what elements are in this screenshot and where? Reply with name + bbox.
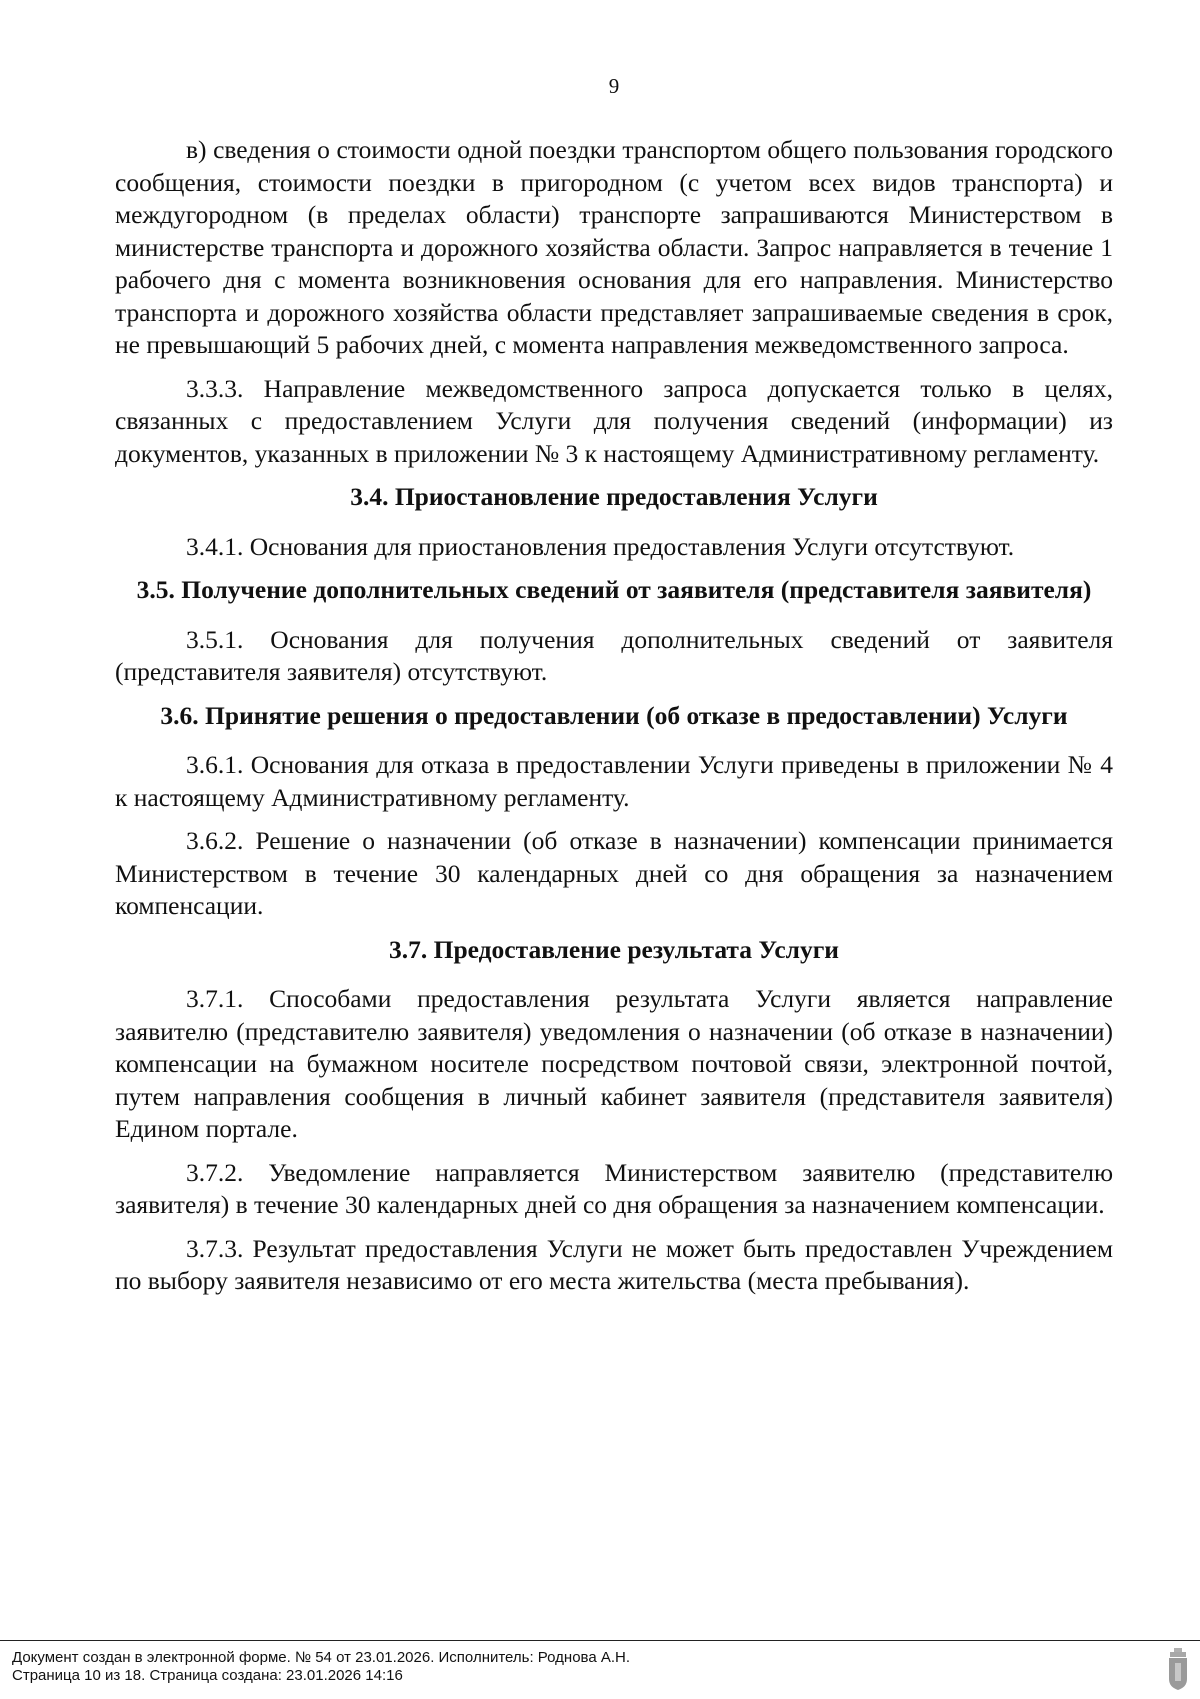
footer-text bbox=[12, 1649, 630, 1685]
document-footer bbox=[0, 1640, 1200, 1699]
heading-3-6: 3.6. Принятие решения о предоставлении (об отказе в предоставлении) Услуги bbox=[160, 700, 1068, 730]
document-body bbox=[115, 134, 1113, 1309]
paragraph-3-7-2: 3.7.2. Уведомление направляется Министерством заявителю (представителю заявителя) в течение 30 календарных дней со дня обращения за назначением компенсации. bbox=[115, 1157, 1113, 1219]
coat-of-arms-icon bbox=[1166, 1647, 1190, 1691]
paragraph-3-5-1: 3.5.1. Основания для получения дополнительных сведений от заявителя (представителя заявителя) отсутствуют. bbox=[115, 624, 1113, 686]
heading-3-4: 3.4. Приостановление предоставления Услуги bbox=[350, 482, 878, 511]
paragraph-3-4-1: 3.4.1. Основания для приостановления предоставления Услуги отсутствуют. bbox=[186, 531, 1015, 561]
paragraph-3-6-2: 3.6.2. Решение о назначении (об отказе в назначении) компенсации принимается Министерством в течение 30 календарных дней со дня обращения за назначением компенсации. bbox=[115, 826, 1113, 920]
paragraph-3-3-2-v: в) сведения о стоимости одной поездки транспортом общего пользования городского сообщения, стоимости поездки в пригородном (с учетом всех видов транспорта) и междугородном (в пределах области) транспорте запрашиваются Министерством в министерстве транспорта и дорожного хозяйства области. Запрос направляется в течение 1 рабочего дня с момента возникновения основания для его направления. Министерство транспорта и дорожного хозяйства области представляет запрашиваемые сведения в срок, не превышающий 5 рабочих дней, с момента направления межведомственного запроса. bbox=[115, 135, 1113, 359]
paragraph-3-7-1: 3.7.1. Способами предоставления результата Услуги является направление заявителю (представителю заявителя) уведомления о назначении (об отказе в назначении) компенсации на бумажном носителе посредством почтовой связи, электронной почтой, путем направления сообщения в личный кабинет заявителя (представителя заявителя) Едином портале. bbox=[115, 984, 1113, 1143]
footer-line-page-info: Страница 10 из 18. Страница создана: 23.01.2026 14:16 bbox=[12, 1667, 403, 1684]
paragraph-3-6-1: 3.6.1. Основания для отказа в предоставлении Услуги приведены в приложении № 4 к настоящему Административному регламенту. bbox=[115, 750, 1113, 812]
heading-3-7: 3.7. Предоставление результата Услуги bbox=[389, 934, 839, 964]
footer-line-document-info: Документ создан в электронной форме. № 54 от 23.01.2026. Исполнитель: Роднова А.Н. bbox=[12, 1649, 631, 1666]
heading-3-5: 3.5. Получение дополнительных сведений от заявителя (представителя заявителя) bbox=[136, 575, 1092, 604]
paragraph-3-7-3: 3.7.3. Результат предоставления Услуги не может быть предоставлен Учреждением по выбору заявителя независимо от его места жительства (места пребывания). bbox=[115, 1233, 1113, 1295]
page-number: 9 bbox=[608, 74, 620, 98]
paragraph-3-3-3: 3.3.3. Направление межведомственного запроса допускается только в целях, связанных с предоставлением Услуги для получения сведений (информации) из документов, указанных в приложении № 3 к настоящему Административному регламенту. bbox=[115, 373, 1113, 468]
